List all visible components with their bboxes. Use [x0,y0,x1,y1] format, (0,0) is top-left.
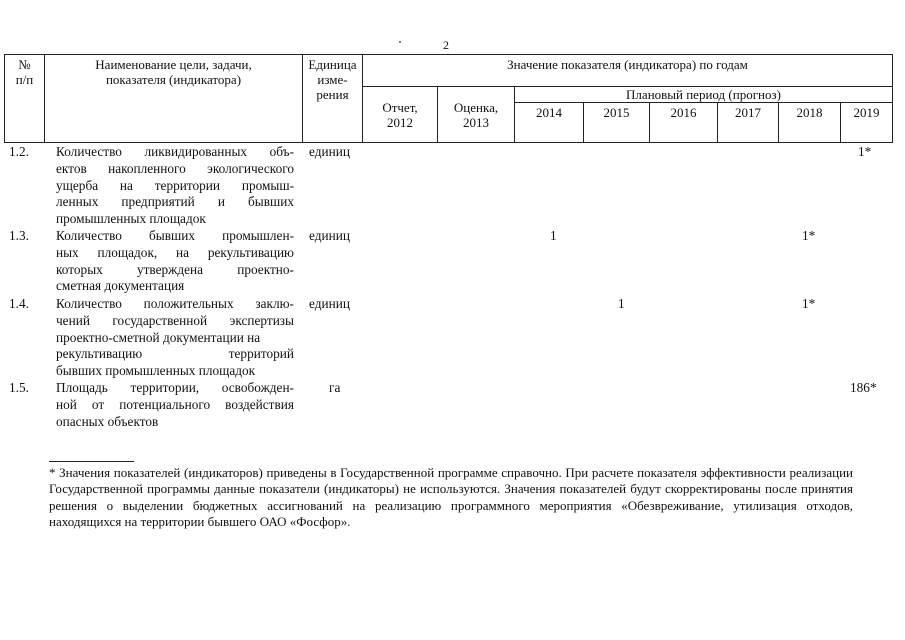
value-2019: 1* [858,144,872,159]
row-indicator-name: Количество ликвидированных объ- ектов накопленного экологического ущерба на территории промыш- ленных предприятий и бывших промышленных площадок [56,144,294,227]
value-2018: 1* [802,296,816,311]
row-unit: единиц [309,144,350,159]
header-col-num: № п/п [5,55,45,143]
header-col-name: Наименование цели, задачи, показателя (индикатора) [45,55,303,143]
table-row [4,144,892,228]
header-year-2018: 2018 [779,103,841,143]
indicator-table-header [4,54,893,143]
header-year-2014: 2014 [515,103,584,143]
footnote: * Значения показателей (индикаторов) приведены в Государственной программе справочно. При расчете показателя эффективности реализации Государственной программы данные показатели (индикаторы) не используются. Значения показателей будут скорректированы после принятия решения о выделении бюджетных ассигнований на реализацию программного мероприятия «Обезвреживание, утилизация отходов, находящихся на территории бывшего ОАО «Фосфор». [49,465,853,529]
page-number: 2 [443,38,449,52]
scan-artifact-dot [399,41,401,43]
table-row [4,380,892,440]
header-col-unit: Единица изме- рения [303,55,363,143]
row-unit: единиц [309,228,350,243]
row-unit: га [329,380,341,395]
row-number: 1.2. [9,144,29,159]
header-col-values: Значение показателя (индикатора) по годам [363,55,893,87]
row-indicator-name: Количество положительных заклю- чений государственной экспертизы проектно-сметной документации на рекультивацию территорий бывших промышленных площадок [56,296,294,379]
row-number: 1.3. [9,228,29,243]
header-col-report: Отчет, 2012 [363,87,438,143]
header-year-2017: 2017 [718,103,779,143]
header-col-estimate: Оценка, 2013 [438,87,515,143]
footnote-separator [49,461,134,462]
value-2014: 1 [550,228,557,243]
table-row [4,296,892,380]
header-year-2019: 2019 [841,103,893,143]
table-row [4,228,892,296]
header-plan-period: Плановый период (прогноз) [515,87,893,103]
row-unit: единиц [309,296,350,311]
value-2019: 186* [850,380,877,395]
row-number: 1.5. [9,380,29,395]
row-indicator-name: Количество бывших промышлен- ных площадок, на рекультивацию которых утверждена проектно- сметная документация [56,228,294,294]
value-2015: 1 [618,296,625,311]
row-indicator-name: Площадь территории, освобожден- ной от потенциального воздействия опасных объектов [56,380,294,429]
header-year-2016: 2016 [650,103,718,143]
row-number: 1.4. [9,296,29,311]
indicator-rows [4,144,892,440]
value-2018: 1* [802,228,816,243]
header-year-2015: 2015 [584,103,650,143]
